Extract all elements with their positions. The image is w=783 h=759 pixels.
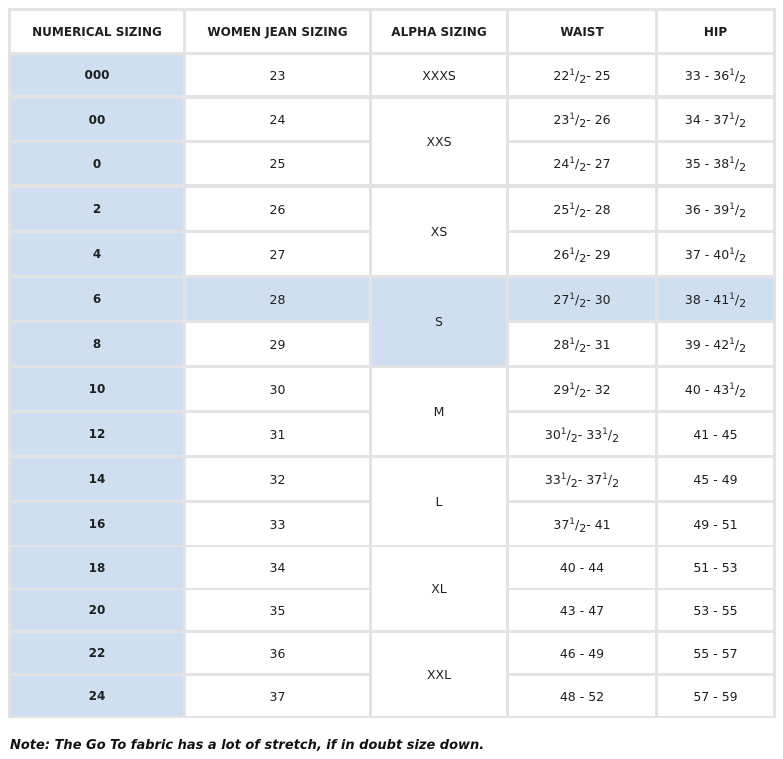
waist-range-cell: 43 - 47: [509, 590, 655, 630]
numerical-size-cell: 2: [11, 188, 183, 230]
waist-range-cell: 25 $^1/_2$ - 28: [509, 188, 655, 230]
hip-range-cell: 57 - 59: [658, 676, 773, 716]
hip-range-cell: 51 - 53: [658, 547, 773, 588]
hip-range-cell: 33 - 36 $^1/_2$: [658, 55, 773, 95]
hip-range-cell: 41 - 45: [658, 413, 773, 455]
jean-size-cell: 30: [186, 368, 369, 410]
numerical-size-cell: 0: [11, 143, 183, 184]
jean-size-cell: 24: [186, 99, 369, 140]
hip-range-cell: 36 - 39 $^1/_2$: [658, 188, 773, 230]
hip-range-cell: 39 - 42 $^1/_2$: [658, 323, 773, 365]
stretch-note: Note: The Go To fabric has a lot of stretch, if in doubt size down.: [10, 738, 485, 753]
hip-range-cell: 35 - 38 $^1/_2$: [658, 143, 773, 184]
alpha-size-cell: S: [372, 278, 506, 365]
numerical-size-cell: 14: [11, 458, 183, 500]
waist-range-cell: 37 $^1/_2$ - 41: [509, 503, 655, 545]
jean-size-cell: 32: [186, 458, 369, 500]
jean-size-cell: 27: [186, 233, 369, 275]
numerical-size-cell: 24: [11, 676, 183, 716]
waist-range-cell: 28 $^1/_2$ - 31: [509, 323, 655, 365]
header-alpha-sizing: ALPHA SIZING: [372, 11, 506, 52]
numerical-size-cell: 6: [11, 278, 183, 320]
jean-size-cell: 26: [186, 188, 369, 230]
waist-range-cell: 23 $^1/_2$ - 26: [509, 99, 655, 140]
numerical-size-cell: 20: [11, 590, 183, 630]
alpha-size-cell: XL: [372, 547, 506, 630]
waist-range-cell: 30 $^1/_2$ - 33 $^1/_2$: [509, 413, 655, 455]
jean-size-cell: 33: [186, 503, 369, 545]
jean-size-cell: 35: [186, 590, 369, 630]
waist-range-cell: 26 $^1/_2$ - 29: [509, 233, 655, 275]
hip-range-cell: 55 - 57: [658, 633, 773, 673]
numerical-size-cell: 18: [11, 547, 183, 588]
numerical-size-cell: 4: [11, 233, 183, 275]
waist-range-cell: 29 $^1/_2$ - 32: [509, 368, 655, 410]
header-numerical-sizing: NUMERICAL SIZING: [11, 11, 183, 52]
alpha-size-cell: XXXS: [372, 55, 506, 95]
hip-range-cell: 53 - 55: [658, 590, 773, 630]
numerical-size-cell: 10: [11, 368, 183, 410]
waist-range-cell: 22 $^1/_2$ - 25: [509, 55, 655, 95]
waist-range-cell: 27 $^1/_2$ - 30: [509, 278, 655, 320]
hip-range-cell: 49 - 51: [658, 503, 773, 545]
size-chart-table: [8, 8, 776, 718]
jean-size-cell: 31: [186, 413, 369, 455]
hip-range-cell: 34 - 37 $^1/_2$: [658, 99, 773, 140]
numerical-size-cell: 12: [11, 413, 183, 455]
jean-size-cell: 36: [186, 633, 369, 673]
numerical-size-cell: 8: [11, 323, 183, 365]
header-hip: HIP: [658, 11, 773, 52]
alpha-size-cell: L: [372, 458, 506, 545]
alpha-size-cell: XXL: [372, 633, 506, 716]
waist-range-cell: 48 - 52: [509, 676, 655, 716]
jean-size-cell: 23: [186, 55, 369, 95]
numerical-size-cell: 00: [11, 99, 183, 140]
jean-size-cell: 34: [186, 547, 369, 588]
jean-size-cell: 25: [186, 143, 369, 184]
waist-range-cell: 33 $^1/_2$ - 37 $^1/_2$: [509, 458, 655, 500]
waist-range-cell: 46 - 49: [509, 633, 655, 673]
header-women-jean-sizing: WOMEN JEAN SIZING: [186, 11, 369, 52]
hip-range-cell: 40 - 43 $^1/_2$: [658, 368, 773, 410]
numerical-size-cell: 22: [11, 633, 183, 673]
waist-range-cell: 40 - 44: [509, 547, 655, 588]
numerical-size-cell: 000: [11, 55, 183, 95]
hip-range-cell: 45 - 49: [658, 458, 773, 500]
hip-range-cell: 37 - 40 $^1/_2$: [658, 233, 773, 275]
alpha-size-cell: M: [372, 368, 506, 455]
hip-range-cell: 38 - 41 $^1/_2$: [658, 278, 773, 320]
jean-size-cell: 28: [186, 278, 369, 320]
waist-range-cell: 24 $^1/_2$ - 27: [509, 143, 655, 184]
alpha-size-cell: XXS: [372, 99, 506, 184]
numerical-size-cell: 16: [11, 503, 183, 545]
jean-size-cell: 29: [186, 323, 369, 365]
header-waist: WAIST: [509, 11, 655, 52]
alpha-size-cell: XS: [372, 188, 506, 275]
jean-size-cell: 37: [186, 676, 369, 716]
